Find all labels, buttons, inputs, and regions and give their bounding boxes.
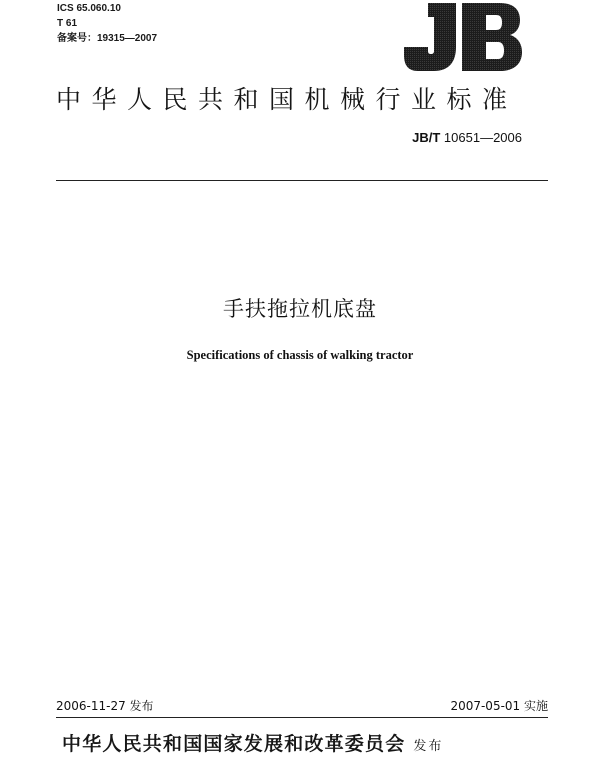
issuer-line: [62, 732, 443, 759]
ministry-title: 中华人民共和国机械行业标准: [56, 85, 518, 114]
issuer-suffix: 发布: [413, 739, 444, 754]
jb-logo-text: JB: [404, 3, 405, 4]
standard-code-prefix: JB/T: [412, 130, 441, 145]
ics-code: ICS 65.060.10: [57, 3, 121, 14]
issue-date: 2006-11-27 发布: [56, 699, 154, 713]
document-title-chinese: 手扶拖拉机底盘: [223, 297, 377, 321]
standard-code-number: 10651—2006: [443, 130, 522, 145]
standard-code: [412, 130, 522, 146]
issuer-name: 中华人民共和国国家发展和改革委员会: [62, 733, 406, 755]
clc-code: T 61: [57, 18, 78, 29]
record-number: [57, 33, 157, 45]
implementation-date: 2007-05-01 实施: [450, 699, 548, 713]
document-title-english: Specifications of chassis of walking tractor: [186, 348, 414, 362]
top-divider: [56, 180, 548, 181]
bottom-divider: [56, 717, 548, 718]
record-label: 备案号：: [57, 33, 97, 44]
record-value: 19315—2007: [97, 33, 158, 44]
jb-logo-icon: [404, 3, 522, 71]
